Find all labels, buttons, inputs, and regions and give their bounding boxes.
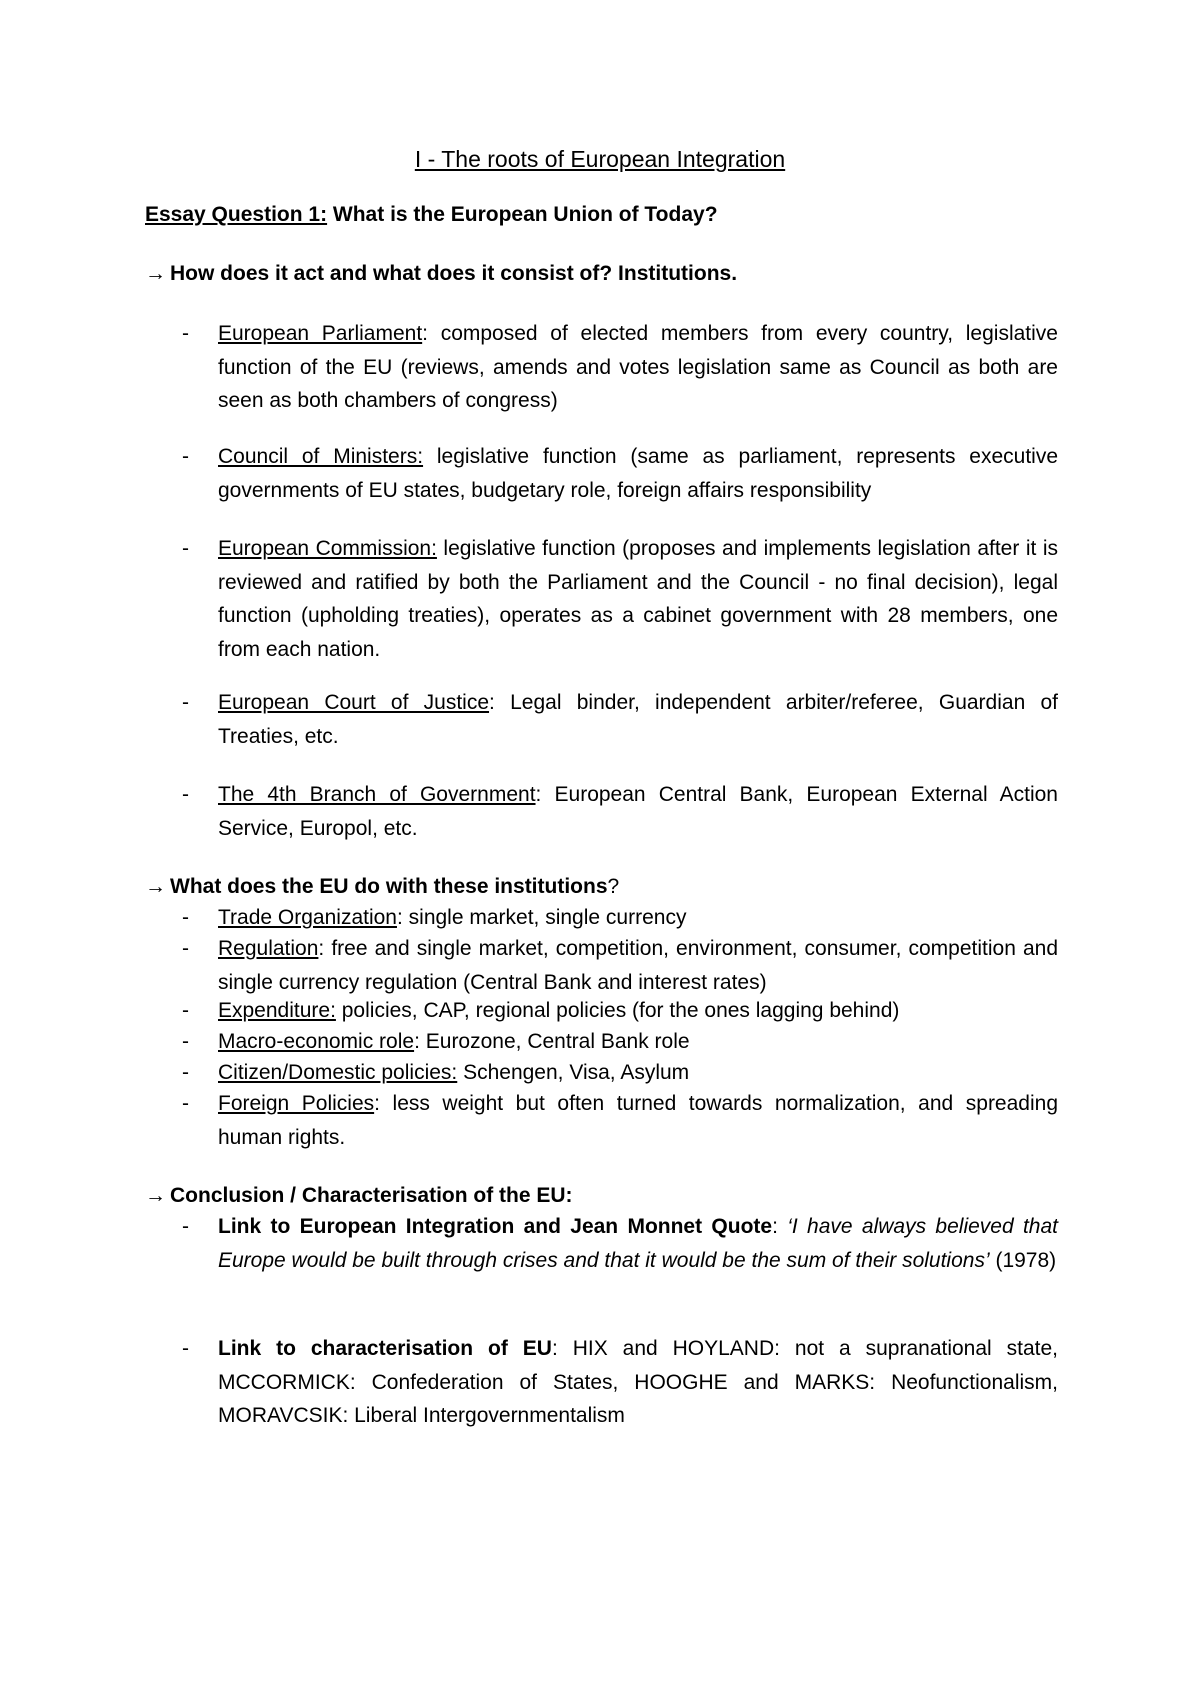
bullet-dash: - <box>182 999 189 1022</box>
section-heading-text: How does it act and what does it consist of? Institutions. <box>170 262 738 285</box>
item-term: Foreign Policies <box>218 1092 375 1115</box>
arrow-icon: → <box>145 262 166 285</box>
bullet-dash: - <box>182 783 189 806</box>
bullet-dash: - <box>182 1092 189 1115</box>
essay-question-label: Essay Question 1: <box>145 203 328 226</box>
item-sep: : <box>318 937 325 960</box>
item-text: Legal binder, independent arbiter/referee, Guardian of Treaties, etc. <box>218 691 1058 748</box>
list-item <box>218 1087 1058 1154</box>
bullet-dash: - <box>182 906 189 929</box>
list-item <box>218 1056 1058 1090</box>
item-text: composed of elected members from every country, legislative function of the EU (reviews, amends and votes legislation same as Council as both are seen as both chambers of congress) <box>218 322 1058 412</box>
list-item <box>218 440 1058 507</box>
item-term: European Commission: <box>218 537 437 560</box>
list-item <box>218 532 1058 666</box>
bullet-dash: - <box>182 1061 189 1084</box>
bullet-dash: - <box>182 691 189 714</box>
list-item <box>218 1210 1058 1277</box>
list-item <box>218 994 1058 1028</box>
list-item <box>218 686 1058 753</box>
item-text: policies, CAP, regional policies (for the ones lagging behind) <box>335 999 900 1022</box>
item-text: Eurozone, Central Bank role <box>419 1030 690 1053</box>
section-heading-text: Conclusion / Characterisation of the EU: <box>170 1184 573 1207</box>
item-sep: : <box>535 783 542 806</box>
item-term: Trade Organization <box>218 906 397 929</box>
item-sep: : <box>422 322 428 345</box>
item-term: The 4th Branch of Government <box>218 783 536 806</box>
item-lead: Link to characterisation of EU <box>218 1337 552 1360</box>
section-heading-institutions <box>145 257 737 290</box>
monnet-quote: ‘I have always believed that Europe would be built through crises and that it would be the sum of their solutions’ <box>218 1215 1058 1272</box>
item-sep: : <box>772 1215 788 1238</box>
item-term: European Court of Justice <box>218 691 490 714</box>
list-item <box>218 901 1058 935</box>
item-text: legislative function (same as parliament, represents executive governments of EU states, budgetary role, foreign affairs responsibility <box>218 445 1058 502</box>
item-sep: : <box>374 1092 380 1115</box>
bullet-dash: - <box>182 937 189 960</box>
section-heading-text: What does the EU do with these institutions <box>170 875 608 898</box>
item-text: single market, single currency <box>402 906 687 929</box>
essay-question-text: What is the European Union of Today? <box>327 203 718 226</box>
list-item <box>218 317 1058 418</box>
arrow-icon: → <box>145 875 166 898</box>
item-term: Citizen/Domestic policies: <box>218 1061 458 1084</box>
item-term: European Parliament <box>218 322 423 345</box>
item-sep: : <box>489 691 495 714</box>
essay-question <box>145 198 718 231</box>
item-text: Schengen, Visa, Asylum <box>457 1061 690 1084</box>
item-lead: Link to European Integration and Jean Monnet Quote <box>218 1215 773 1238</box>
page-title: I - The roots of European Integration <box>414 146 786 172</box>
item-text: free and single market, competition, environment, consumer, competition and single currency regulation (Central Bank and interest rates) <box>218 937 1058 994</box>
item-text: less weight but often turned towards normalization, and spreading human rights. <box>218 1092 1058 1149</box>
bullet-dash: - <box>182 322 189 345</box>
quote-year: (1978) <box>989 1248 1057 1272</box>
item-sep: : <box>414 1030 420 1053</box>
item-term: Macro-economic role <box>218 1030 415 1053</box>
item-text: European Central Bank, European External Action Service, Europol, etc. <box>218 783 1058 840</box>
bullet-dash: - <box>182 1215 189 1238</box>
bullet-dash: - <box>182 537 189 560</box>
list-item <box>218 1025 1058 1059</box>
section-heading-functions <box>145 870 619 903</box>
section-heading-punct: ? <box>607 875 620 898</box>
item-sep: : <box>396 906 403 929</box>
item-text: : HIX and HOYLAND: not a supranational state, MCCORMICK: Confederation of States, HOOGHE and MARKS: Neofunctionalism, MORAVCSIK: Liberal Intergovernmentalism <box>218 1337 1058 1427</box>
item-term: Council of Ministers: <box>218 445 424 468</box>
arrow-icon: → <box>145 1184 166 1207</box>
item-text: legislative function (proposes and implements legislation after it is reviewed and ratified by both the Parliament and the Council - no final decision), legal function (upholding treaties), operates as a cabinet government with 28 members, one from each nation. <box>218 537 1058 661</box>
list-item <box>218 1332 1058 1433</box>
list-item <box>218 778 1058 845</box>
bullet-dash: - <box>182 445 189 468</box>
bullet-dash: - <box>182 1337 189 1360</box>
item-term: Regulation <box>218 937 319 960</box>
list-item <box>218 932 1058 999</box>
item-term: Expenditure: <box>218 999 336 1022</box>
section-heading-conclusion <box>145 1179 573 1212</box>
bullet-dash: - <box>182 1030 189 1053</box>
